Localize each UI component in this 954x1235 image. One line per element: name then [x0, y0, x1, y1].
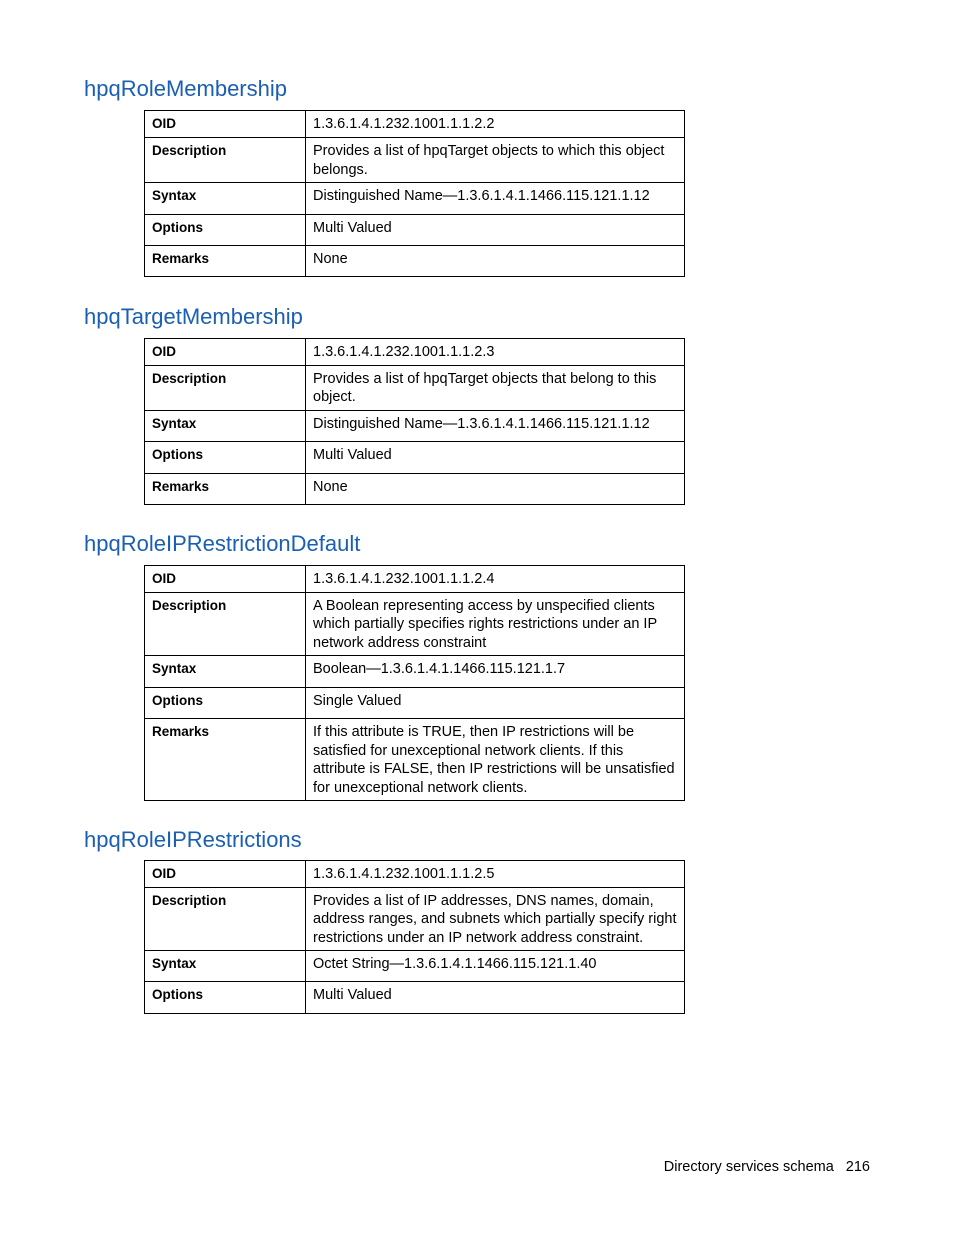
row-key: Description	[145, 365, 306, 410]
row-value: 1.3.6.1.4.1.232.1001.1.1.2.2	[306, 111, 685, 138]
row-value: If this attribute is TRUE, then IP restrictions will be satisfied for unexceptional network clients. If this attribute is FALSE, then IP restrictions will be unsatisfied for unexceptional network clients.	[306, 719, 685, 801]
row-key: Description	[145, 138, 306, 183]
row-key: Options	[145, 982, 306, 1014]
table-row	[145, 719, 685, 801]
table-row	[145, 566, 685, 593]
table-row	[145, 656, 685, 688]
table-row	[145, 215, 685, 246]
table-row	[145, 982, 685, 1014]
row-value: None	[306, 246, 685, 277]
row-value: Multi Valued	[306, 215, 685, 246]
row-key: OID	[145, 339, 306, 366]
table-row	[145, 688, 685, 719]
row-key: Remarks	[145, 246, 306, 277]
section-title: hpqRoleIPRestrictionDefault	[84, 531, 361, 556]
row-key: Options	[145, 688, 306, 719]
row-key: OID	[145, 111, 306, 138]
footer-section-name: Directory services schema	[663, 1159, 834, 1175]
row-key: Syntax	[145, 183, 306, 215]
row-value: Boolean—1.3.6.1.4.1.1466.115.121.1.7	[306, 656, 685, 688]
table-row	[145, 861, 685, 888]
table-row	[145, 339, 685, 366]
row-key: Description	[145, 592, 306, 656]
attribute-table	[144, 110, 685, 277]
page-footer	[0, 1158, 870, 1176]
row-key: OID	[145, 861, 306, 888]
row-value: Multi Valued	[306, 441, 685, 473]
row-key: Description	[145, 887, 306, 951]
section-title: hpqTargetMembership	[84, 304, 303, 329]
row-value: Distinguished Name—1.3.6.1.4.1.1466.115.121.1.12	[306, 183, 685, 215]
row-value: 1.3.6.1.4.1.232.1001.1.1.2.3	[306, 339, 685, 366]
table-row	[145, 951, 685, 982]
row-key: Remarks	[145, 473, 306, 504]
table-row	[145, 592, 685, 656]
page-number: 216	[845, 1159, 870, 1175]
table-row	[145, 473, 685, 504]
row-key: Syntax	[145, 410, 306, 441]
table-row	[145, 365, 685, 410]
row-key: OID	[145, 566, 306, 593]
row-value: A Boolean representing access by unspecified clients which partially specifies rights restrictions under an IP network address constraint	[306, 592, 685, 656]
row-key: Remarks	[145, 719, 306, 801]
row-value: 1.3.6.1.4.1.232.1001.1.1.2.5	[306, 861, 685, 888]
attribute-table	[144, 565, 685, 801]
row-value: 1.3.6.1.4.1.232.1001.1.1.2.4	[306, 566, 685, 593]
row-value: Octet String—1.3.6.1.4.1.1466.115.121.1.40	[306, 951, 685, 982]
row-value: Single Valued	[306, 688, 685, 719]
row-value: Distinguished Name—1.3.6.1.4.1.1466.115.121.1.12	[306, 410, 685, 441]
row-key: Syntax	[145, 951, 306, 982]
row-value: Provides a list of IP addresses, DNS names, domain, address ranges, and subnets which partially specify right restrictions under an IP network address constraint.	[306, 887, 685, 951]
row-key: Syntax	[145, 656, 306, 688]
attribute-table	[144, 338, 685, 505]
table-row	[145, 111, 685, 138]
table-row	[145, 887, 685, 951]
section-title: hpqRoleIPRestrictions	[84, 827, 302, 852]
table-row	[145, 183, 685, 215]
section-title: hpqRoleMembership	[84, 76, 287, 101]
row-value: Multi Valued	[306, 982, 685, 1014]
table-row	[145, 410, 685, 441]
table-row	[145, 441, 685, 473]
attribute-table	[144, 860, 685, 1014]
table-row	[145, 246, 685, 277]
row-value: None	[306, 473, 685, 504]
row-value: Provides a list of hpqTarget objects that belong to this object.	[306, 365, 685, 410]
row-key: Options	[145, 215, 306, 246]
row-key: Options	[145, 441, 306, 473]
row-value: Provides a list of hpqTarget objects to which this object belongs.	[306, 138, 685, 183]
table-row	[145, 138, 685, 183]
